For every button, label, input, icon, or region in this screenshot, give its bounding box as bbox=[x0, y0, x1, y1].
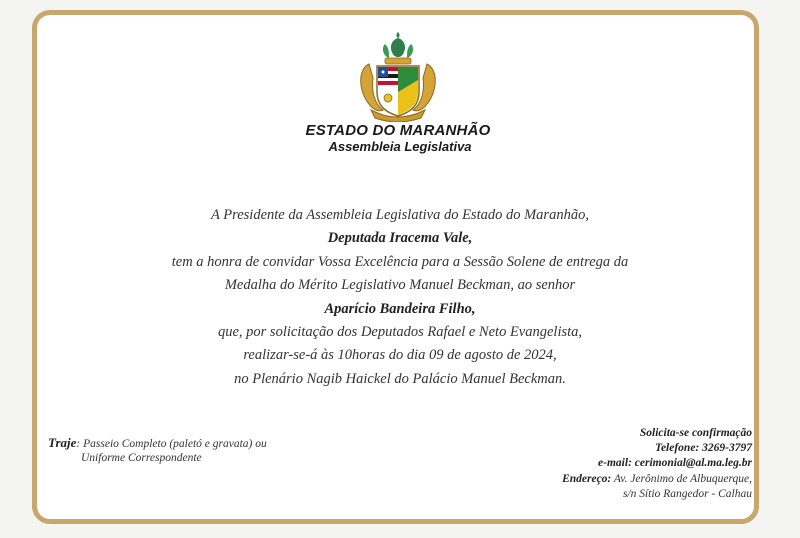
dress-code-line1: : Passeio Completo (paletó e gravata) ou bbox=[76, 438, 267, 450]
invitation-line: que, por solicitação dos Deputados Rafael e Neto Evangelista, bbox=[217, 324, 583, 341]
invitation-text bbox=[100, 204, 700, 391]
email-label: e-mail: bbox=[598, 457, 632, 470]
state-name-heading: ESTADO DO MARANHÃO bbox=[305, 122, 491, 139]
address-line1: Av. Jerônimo de Albuquerque, bbox=[613, 472, 752, 485]
phone-label: Telefone: bbox=[654, 442, 700, 455]
invitation-line: tem a honra de convidar Vossa Excelência para a Sessão Solene de entrega da bbox=[171, 253, 629, 270]
rsvp-note: Solicita-se confirmação bbox=[639, 427, 752, 439]
invitation-line: A Presidente da Assembleia Legislativa do Estado do Maranhão, bbox=[211, 207, 589, 223]
invitation-line: no Plenário Nagib Haickel do Palácio Manuel Beckman. bbox=[234, 370, 566, 387]
honoree-name: Aparício Bandeira Filho, bbox=[324, 300, 476, 317]
invitation-line: realizar-se-á às 10horas do dia 09 de agosto de 2024, bbox=[243, 347, 557, 364]
coat-of-arms-emblem bbox=[355, 30, 441, 122]
phone-number: 3269-3797 bbox=[702, 442, 752, 455]
address-label: Endereço: bbox=[562, 472, 612, 485]
president-name: Deputada Iracema Vale, bbox=[327, 230, 473, 247]
dress-code bbox=[48, 436, 267, 465]
address-line2: s/n Sítio Rangedor - Calhau bbox=[622, 487, 752, 500]
dress-code-line2: Uniforme Correspondente bbox=[81, 452, 202, 464]
institution-subheading: Assembleia Legislativa bbox=[328, 139, 472, 154]
invitation-line: Medalha do Mérito Legislativo Manuel Beckman, ao senhor bbox=[224, 277, 576, 294]
contact-info bbox=[562, 426, 752, 502]
dress-code-label: Traje bbox=[48, 435, 77, 450]
email-address[interactable]: cerimonial@al.ma.leg.br bbox=[634, 457, 752, 470]
